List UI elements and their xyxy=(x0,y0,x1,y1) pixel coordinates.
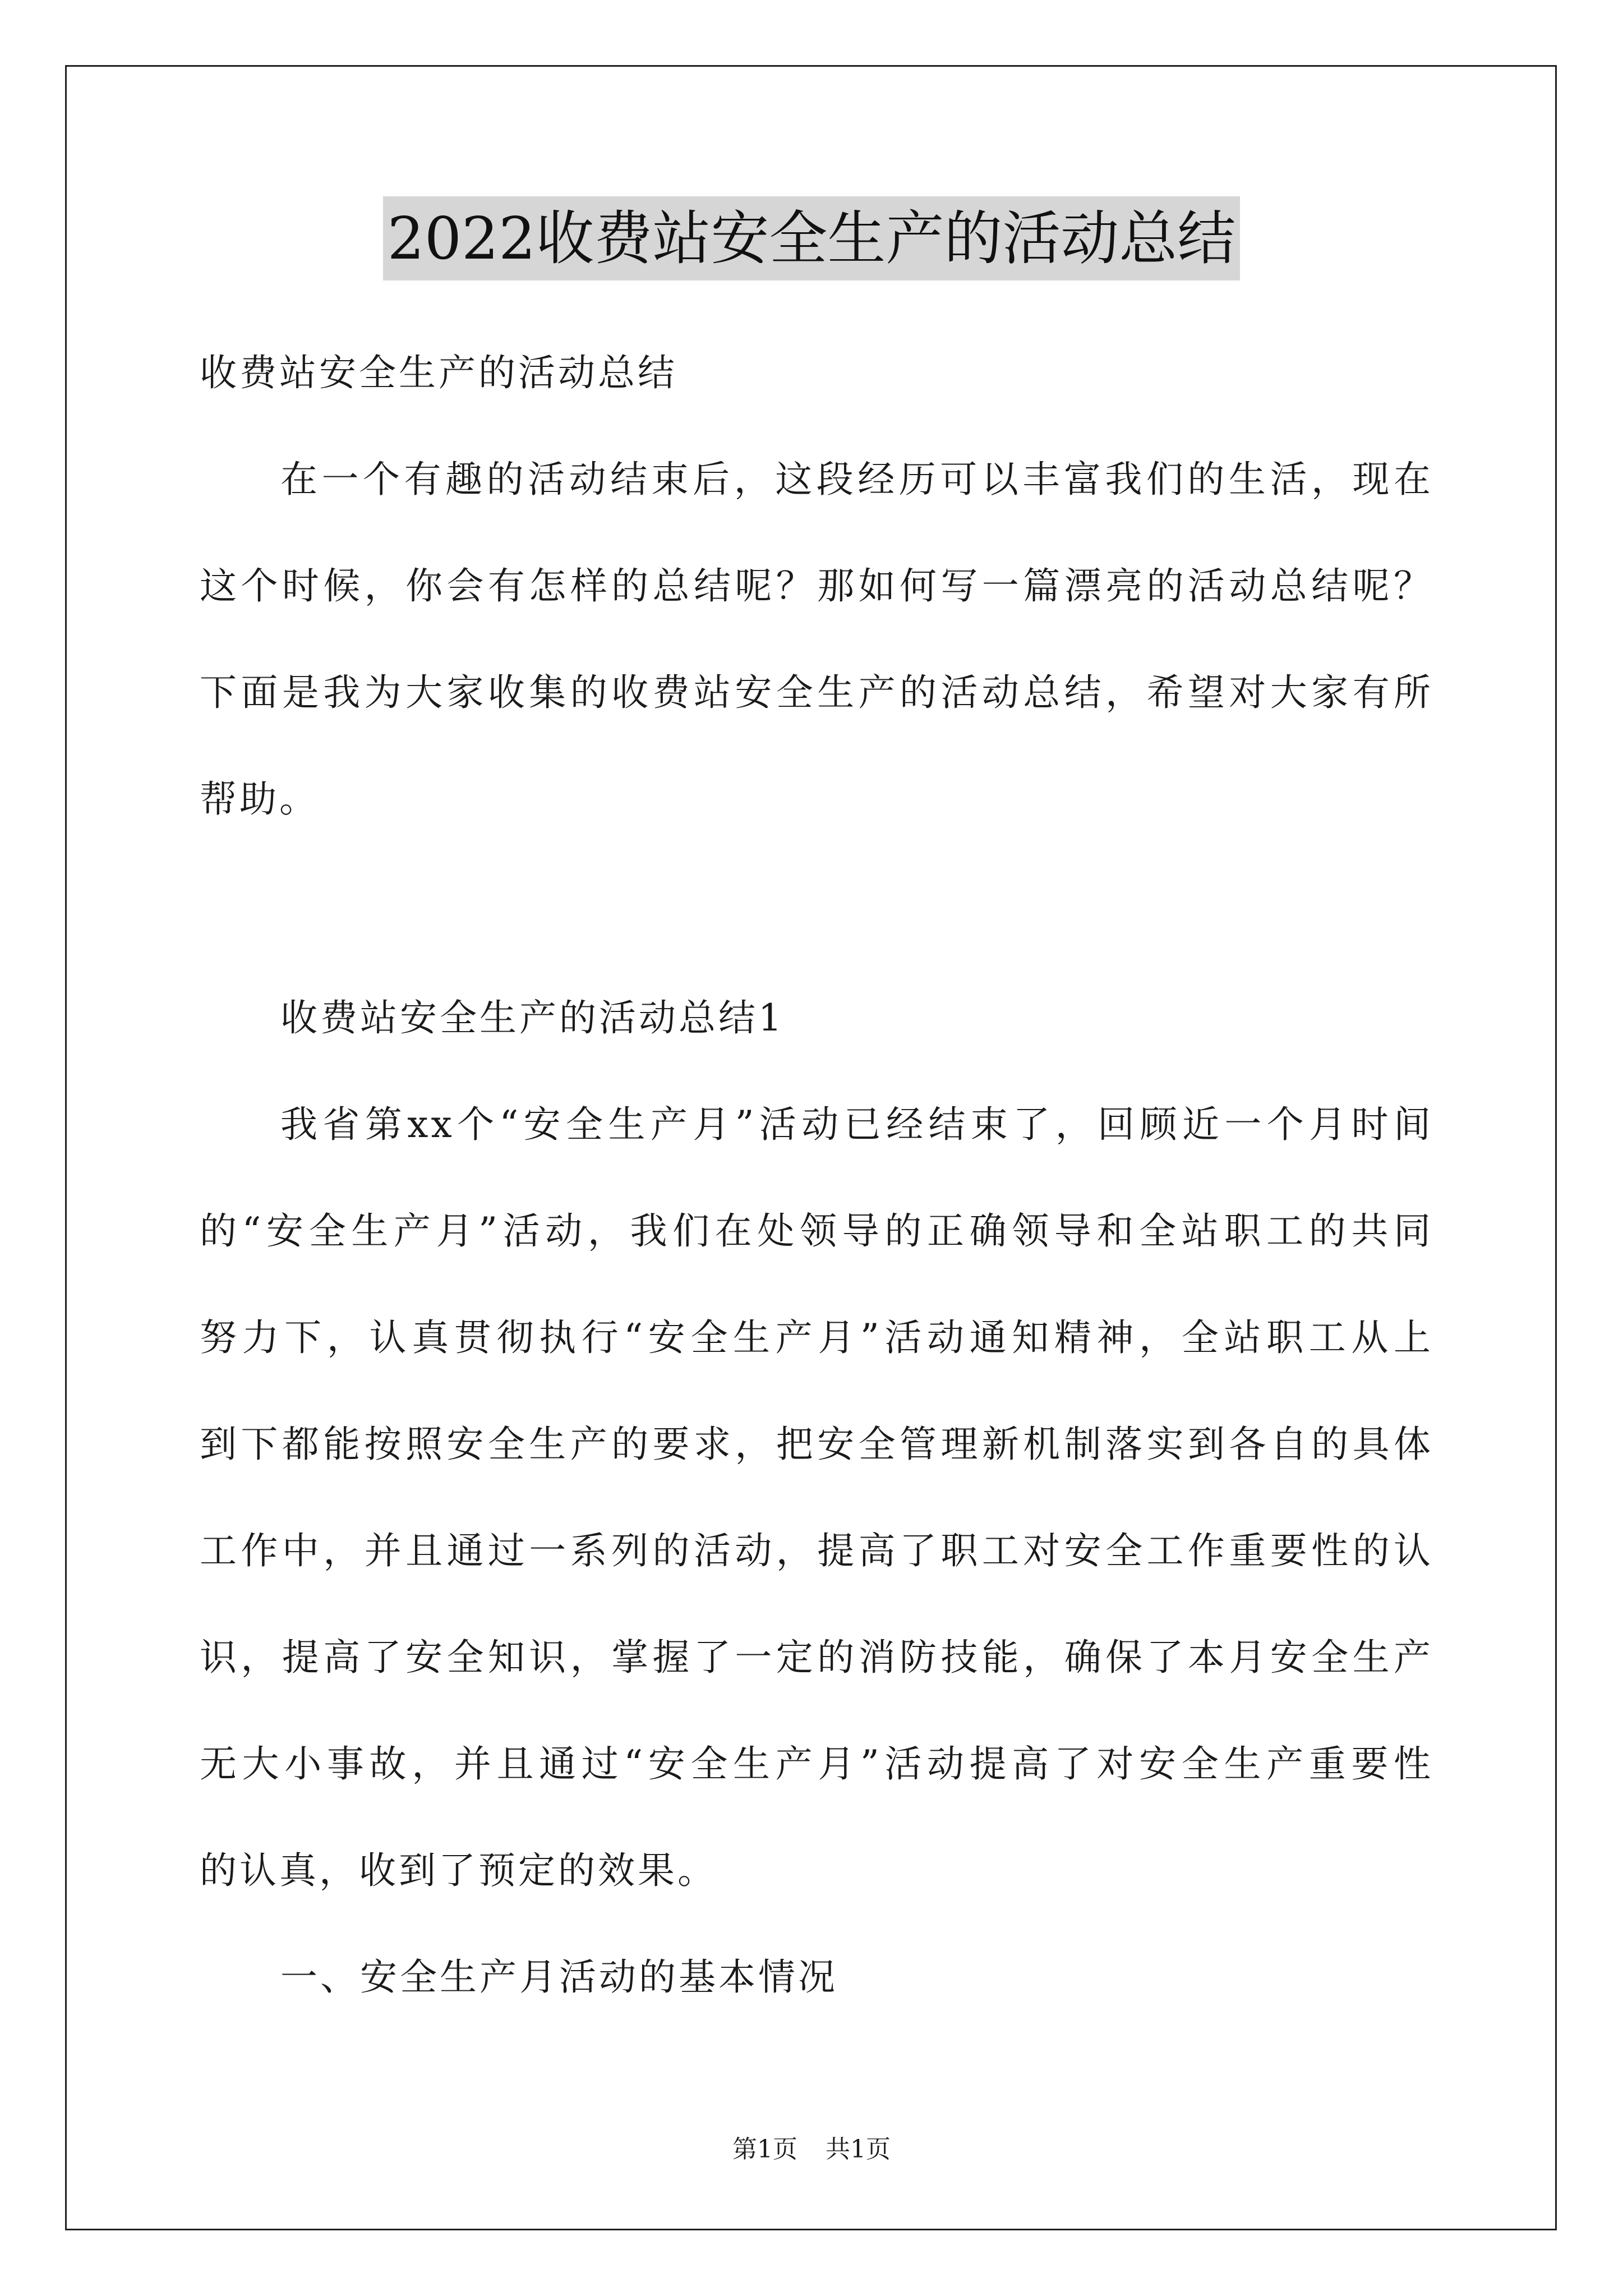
section-heading: 收费站安全生产的活动总结1 xyxy=(280,996,785,1039)
intro-line-1: 在一个有趣的活动结束后，这段经历可以丰富我们的生活，现在 xyxy=(280,458,1433,501)
page-number-current: 第1页 xyxy=(732,2135,797,2164)
intro-line-3: 下面是我为大家收集的收费站安全生产的活动总结，希望对大家有所 xyxy=(200,671,1433,714)
body-line-5: 工作中，并且通过一系列的活动，提高了职工对安全工作重要性的认 xyxy=(200,1529,1433,1572)
intro-line-2: 这个时候，你会有怎样的总结呢？那如何写一篇漂亮的活动总结呢？ xyxy=(200,564,1433,608)
body-line-6: 识，提高了安全知识，掌握了一定的消防技能，确保了本月安全生产 xyxy=(200,1636,1433,1679)
body-line-3: 努力下，认真贯彻执行“安全生产月”活动通知精神，全站职工从上 xyxy=(200,1316,1433,1359)
page-number-total: 共1页 xyxy=(826,2135,891,2164)
intro-line-4: 帮助。 xyxy=(200,777,319,821)
body-line-1: 我省第xx个“安全生产月”活动已经结束了，回顾近一个月时间 xyxy=(280,1103,1433,1146)
body-line-7: 无大小事故，并且通过“安全生产月”活动提高了对安全生产重要性 xyxy=(200,1742,1433,1786)
body-line-4: 到下都能按照安全生产的要求，把安全管理新机制落实到各自的具体 xyxy=(200,1423,1433,1466)
title-container xyxy=(0,196,1623,280)
page-footer xyxy=(0,2129,1623,2165)
body-line-2: 的“安全生产月”活动，我们在处领导的正确领导和全站职工的共同 xyxy=(200,1209,1433,1253)
document-title: 2022收费站安全生产的活动总结 xyxy=(383,196,1241,280)
body-line-8: 的认真，收到了预定的效果。 xyxy=(200,1849,717,1892)
subheading: 一、安全生产月活动的基本情况 xyxy=(280,1955,838,1999)
document-subtitle: 收费站安全生产的活动总结 xyxy=(200,351,677,394)
